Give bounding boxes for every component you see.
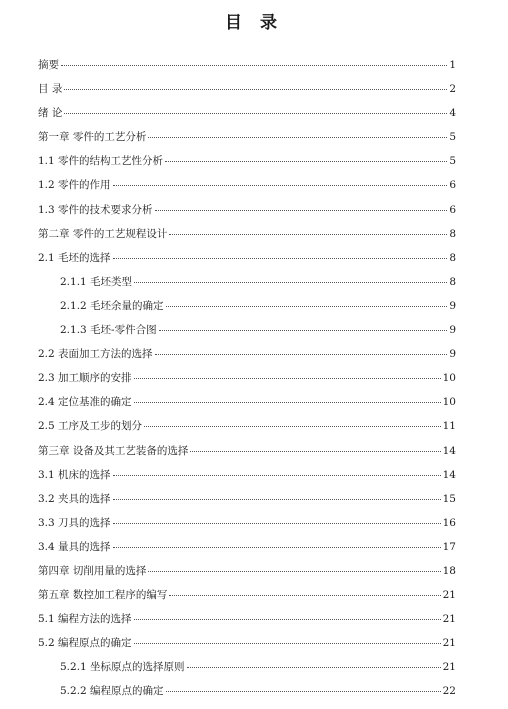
toc-entry[interactable] [38, 275, 456, 299]
toc-entry[interactable] [38, 660, 456, 684]
toc-entry[interactable] [38, 82, 456, 106]
toc-entry-label: 5.2.2 编程原点的确定 [60, 685, 164, 698]
toc-entry-label: 第四章 切削用量的选择 [38, 564, 147, 577]
toc-entry-page-number: 11 [442, 420, 456, 433]
toc-entry-label: 目 录 [38, 83, 63, 96]
toc-entry[interactable] [38, 323, 456, 347]
toc-entry-label: 2.1.2 毛坯余量的确定 [60, 299, 164, 312]
page-title: 目 录 [225, 13, 283, 33]
toc-entry-label: 3.3 刀具的选择 [38, 516, 111, 529]
toc-entry-label: 5.1 编程方法的选择 [38, 613, 132, 626]
toc-entry[interactable] [38, 588, 456, 612]
toc-dot-leader [148, 571, 440, 572]
toc-entry-label: 2.4 定位基准的确定 [38, 396, 132, 409]
toc-dot-leader [134, 643, 441, 644]
toc-dot-leader [159, 330, 448, 331]
toc-entry-page-number: 18 [442, 564, 456, 577]
toc-entry-page-number: 14 [442, 468, 456, 481]
toc-entry-label: 2.1.1 毛坯类型 [60, 275, 133, 288]
toc-entry-page-number: 5 [449, 131, 456, 144]
table-of-contents [38, 58, 456, 709]
toc-entry-page-number: 21 [442, 613, 456, 626]
toc-entry-label: 绪 论 [38, 107, 63, 120]
toc-entry-label: 第五章 数控加工程序的编写 [38, 589, 168, 602]
toc-entry-page-number: 10 [442, 372, 456, 385]
toc-entry-page-number: 21 [442, 589, 456, 602]
toc-entry[interactable] [38, 178, 456, 202]
toc-entry-page-number: 1 [449, 59, 456, 71]
toc-entry[interactable] [38, 371, 456, 395]
toc-entry-label: 5.2 编程原点的确定 [38, 637, 132, 650]
toc-entry-page-number: 21 [442, 637, 456, 650]
toc-dot-leader [134, 619, 441, 620]
toc-entry-label: 2.3 加工顺序的安排 [38, 372, 132, 385]
toc-entry-page-number: 9 [449, 324, 456, 337]
toc-entry[interactable] [38, 154, 456, 178]
toc-dot-leader [155, 210, 448, 211]
toc-entry[interactable] [38, 612, 456, 636]
toc-dot-leader [113, 547, 441, 548]
toc-entry-label: 第一章 零件的工艺分析 [38, 131, 147, 144]
toc-entry[interactable] [38, 636, 456, 660]
toc-entry[interactable] [38, 347, 456, 371]
toc-entry[interactable] [38, 130, 456, 154]
toc-entry-page-number: 8 [449, 251, 456, 264]
toc-dot-leader [64, 113, 447, 114]
toc-dot-leader [169, 234, 447, 235]
toc-dot-leader [61, 65, 447, 66]
toc-entry-label: 摘要 [38, 59, 59, 71]
toc-entry-page-number: 2 [449, 83, 456, 96]
toc-entry[interactable] [38, 516, 456, 540]
toc-entry-page-number: 22 [442, 685, 456, 698]
toc-entry[interactable] [38, 468, 456, 492]
toc-dot-leader [187, 667, 441, 668]
toc-entry-label: 2.1 毛坯的选择 [38, 251, 111, 264]
toc-entry-page-number: 6 [449, 179, 456, 192]
toc-entry[interactable] [38, 492, 456, 516]
toc-entry-label: 3.4 量具的选择 [38, 540, 111, 553]
toc-entry-label: 2.1.3 毛坯-零件合图 [60, 324, 157, 337]
toc-dot-leader [166, 306, 448, 307]
toc-dot-leader [64, 89, 447, 90]
toc-entry-page-number: 4 [449, 107, 456, 120]
toc-entry-page-number: 9 [449, 348, 456, 361]
toc-entry-page-number: 9 [449, 299, 456, 312]
toc-entry[interactable] [38, 419, 456, 443]
toc-entry-label: 3.2 夹具的选择 [38, 492, 111, 505]
toc-entry-page-number: 21 [442, 661, 456, 674]
toc-dot-leader [166, 691, 441, 692]
toc-dot-leader [134, 378, 441, 379]
toc-entry-page-number: 5 [449, 155, 456, 168]
toc-entry-label: 第二章 零件的工艺规程设计 [38, 227, 168, 240]
toc-entry-page-number: 8 [449, 227, 456, 240]
toc-entry-page-number: 14 [442, 444, 456, 457]
toc-entry-label: 2.5 工序及工步的划分 [38, 420, 143, 433]
toc-entry[interactable] [38, 106, 456, 130]
toc-entry-page-number: 16 [442, 516, 456, 529]
toc-dot-leader [165, 161, 447, 162]
toc-dot-leader [155, 354, 448, 355]
toc-entry[interactable] [38, 395, 456, 419]
toc-dot-leader [148, 137, 447, 138]
toc-entry-label: 1.3 零件的技术要求分析 [38, 203, 153, 216]
toc-dot-leader [113, 258, 448, 259]
toc-entry[interactable] [38, 444, 456, 468]
toc-entry-label: 1.2 零件的作用 [38, 179, 111, 192]
toc-dot-leader [113, 499, 441, 500]
toc-entry[interactable] [38, 227, 456, 251]
toc-entry-label: 2.2 表面加工方法的选择 [38, 348, 153, 361]
toc-entry[interactable] [38, 684, 456, 708]
toc-dot-leader [190, 451, 440, 452]
toc-entry-label: 1.1 零件的结构工艺性分析 [38, 155, 164, 168]
toc-dot-leader [134, 282, 447, 283]
toc-entry-label: 3.1 机床的选择 [38, 468, 111, 481]
toc-dot-leader [113, 523, 441, 524]
toc-entry-page-number: 10 [442, 396, 456, 409]
toc-entry-label: 第三章 设备及其工艺装备的选择 [38, 444, 189, 457]
toc-dot-leader [134, 402, 441, 403]
toc-entry-page-number: 17 [442, 540, 456, 553]
toc-entry[interactable] [38, 299, 456, 323]
toc-entry[interactable] [38, 540, 456, 564]
toc-entry-label: 5.2.1 坐标原点的选择原则 [60, 661, 185, 674]
toc-entry-page-number: 6 [449, 203, 456, 216]
toc-entry[interactable] [38, 251, 456, 275]
toc-dot-leader [144, 426, 441, 427]
toc-dot-leader [113, 475, 441, 476]
toc-entry[interactable] [38, 58, 456, 82]
toc-entry-page-number: 15 [442, 492, 456, 505]
toc-entry-page-number: 8 [449, 275, 456, 288]
toc-entry[interactable] [38, 564, 456, 588]
toc-dot-leader [113, 185, 448, 186]
toc-entry[interactable] [38, 203, 456, 227]
toc-dot-leader [169, 595, 440, 596]
